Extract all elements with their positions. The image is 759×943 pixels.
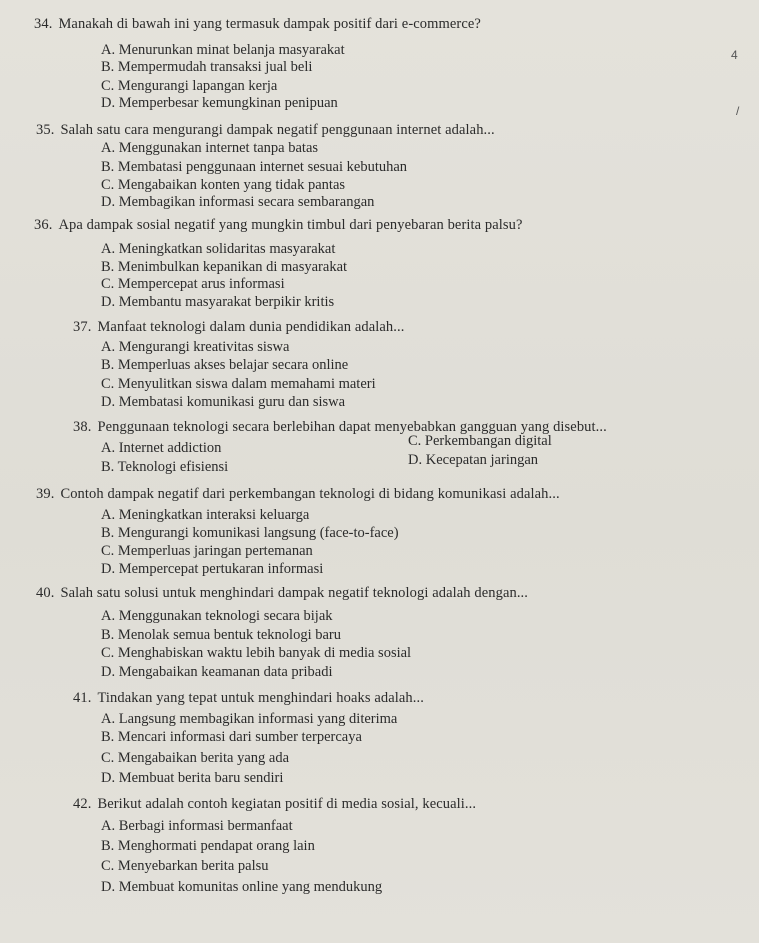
margin-mark: / xyxy=(736,104,740,118)
option-a: A. Langsung membagikan informasi yang diterima xyxy=(101,711,398,727)
option-d: D. Membuat berita baru sendiri xyxy=(101,770,284,786)
option-a: A. Meningkatkan solidaritas masyarakat xyxy=(101,241,336,257)
option-a: A. Menurunkan minat belanja masyarakat xyxy=(101,42,345,58)
option-b: B. Mengurangi komunikasi langsung (face-to-face) xyxy=(101,525,399,541)
option-d: D. Mengabaikan keamanan data pribadi xyxy=(101,664,333,680)
option-d: D. Membantu masyarakat berpikir kritis xyxy=(101,294,335,310)
question-number: 42. xyxy=(73,796,92,812)
option-c: C. Mengabaikan berita yang ada xyxy=(101,750,290,766)
option-c: C. Menyulitkan siswa dalam memahami materi xyxy=(101,376,376,392)
option-c: C. Menghabiskan waktu lebih banyak di media sosial xyxy=(101,645,412,661)
option-d: D. Mempercepat pertukaran informasi xyxy=(101,561,324,577)
option-b: B. Mempermudah transaksi jual beli xyxy=(101,59,313,75)
question-number: 40. xyxy=(36,585,55,601)
option-a: A. Berbagi informasi bermanfaat xyxy=(101,818,293,834)
question-number: 37. xyxy=(73,319,92,335)
option-a: A. Menggunakan internet tanpa batas xyxy=(101,140,319,156)
margin-mark: 4 xyxy=(731,48,738,62)
option-c: C. Mengabaikan konten yang tidak pantas xyxy=(101,177,346,193)
option-a: A. Mengurangi kreativitas siswa xyxy=(101,339,290,355)
option-b: B. Mencari informasi dari sumber terpercaya xyxy=(101,729,362,745)
question-number: 38. xyxy=(73,419,92,435)
question-stem xyxy=(36,486,560,503)
option-b: B. Teknologi efisiensi xyxy=(101,459,229,475)
option-a: A. Internet addiction xyxy=(101,440,222,456)
question-text: Contoh dampak negatif dari perkembangan teknologi di bidang komunikasi adalah... xyxy=(60,486,560,502)
question-text: Manfaat teknologi dalam dunia pendidikan adalah... xyxy=(97,319,405,335)
option-d: D. Membatasi komunikasi guru dan siswa xyxy=(101,394,346,410)
question-text: Apa dampak sosial negatif yang mungkin timbul dari penyebaran berita palsu? xyxy=(58,217,523,233)
question-number: 36. xyxy=(34,217,53,233)
option-b: B. Menimbulkan kepanikan di masyarakat xyxy=(101,259,348,275)
question-stem xyxy=(34,217,523,234)
question-number: 35. xyxy=(36,122,55,138)
question-text: Salah satu cara mengurangi dampak negatif penggunaan internet adalah... xyxy=(60,122,495,138)
option-b: B. Memperluas akses belajar secara online xyxy=(101,357,349,373)
question-stem xyxy=(36,585,528,602)
question-text: Salah satu solusi untuk menghindari dampak negatif teknologi adalah dengan... xyxy=(60,585,529,601)
question-stem xyxy=(36,122,495,139)
option-a: A. Menggunakan teknologi secara bijak xyxy=(101,608,333,624)
option-d: D. Memperbesar kemungkinan penipuan xyxy=(101,95,338,111)
option-c: C. Mengurangi lapangan kerja xyxy=(101,78,278,94)
option-c: C. Mempercepat arus informasi xyxy=(101,276,285,292)
question-text: Tindakan yang tepat untuk menghindari hoaks adalah... xyxy=(97,690,424,706)
option-d: D. Membuat komunitas online yang mendukung xyxy=(101,879,383,895)
question-number: 41. xyxy=(73,690,92,706)
option-d: D. Kecepatan jaringan xyxy=(408,452,539,468)
option-c: C. Menyebarkan berita palsu xyxy=(101,858,269,874)
question-text: Berikut adalah contoh kegiatan positif di media sosial, kecuali... xyxy=(97,796,477,812)
question-stem xyxy=(73,690,424,707)
question-stem xyxy=(73,319,404,336)
option-c: C. Perkembangan digital xyxy=(408,433,552,449)
question-text: Manakah di bawah ini yang termasuk dampak positif dari e-commerce? xyxy=(58,16,481,32)
option-b: B. Menghormati pendapat orang lain xyxy=(101,838,315,854)
option-a: A. Meningkatkan interaksi keluarga xyxy=(101,507,310,523)
question-number: 39. xyxy=(36,486,55,502)
option-c: C. Memperluas jaringan pertemanan xyxy=(101,543,313,559)
question-stem xyxy=(73,796,476,813)
option-d: D. Membagikan informasi secara sembarangan xyxy=(101,194,375,210)
question-number: 34. xyxy=(34,16,53,32)
question-stem xyxy=(34,16,481,33)
option-b: B. Menolak semua bentuk teknologi baru xyxy=(101,627,342,643)
option-b: B. Membatasi penggunaan internet sesuai kebutuhan xyxy=(101,159,408,175)
question-text: Penggunaan teknologi secara berlebihan dapat menyebabkan gangguan yang disebut... xyxy=(97,419,607,435)
